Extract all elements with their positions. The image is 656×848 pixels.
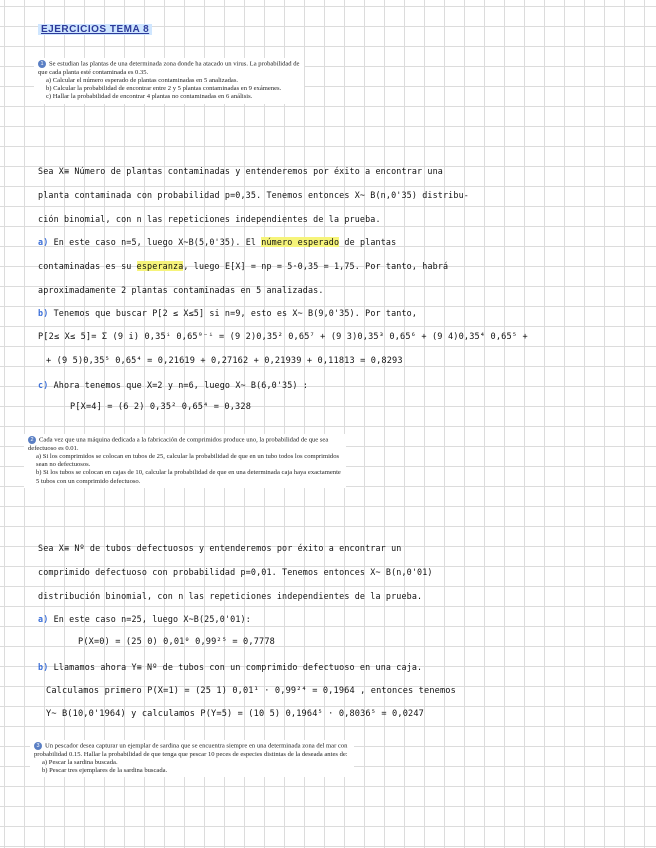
solution-line: distribución binomial, con n las repeticiones independientes de la prueba. (38, 591, 423, 601)
solution-text: Tenemos que buscar P[2 ≤ X≤5] si n=9, esto es X~ B(9,0'35). Por tanto, (53, 308, 418, 318)
exercise-number-badge: 1 (38, 60, 46, 68)
solution-text: En este caso n=5, luego X~B(5,0'35). El (53, 237, 257, 247)
exercise-text: Cada vez que una máquina dedicada a la fabricación de comprimidos produce uno, la probabilidad de que sea defectuoso es 0.01. (28, 436, 329, 452)
solution-line (38, 261, 448, 272)
formula-line: + (9 5)0,35⁵ 0,65⁴ = 0,21619 + 0,27162 + 0,21939 + 0,11813 = 0,8293 (46, 356, 403, 366)
solution-line: ción binomial, con n las repeticiones independientes de la prueba. (38, 214, 381, 224)
exercise-3-statement (30, 740, 354, 777)
exercise-item-c: c) Hallar la probabilidad de encontrar 4 plantas no contaminadas en 6 análisis. (46, 93, 253, 101)
exercise-item-b: b) Calcular la probabilidad de encontrar entre 2 y 5 plantas contaminadas en 9 exámenes. (46, 85, 282, 93)
part-label: c) (38, 380, 49, 390)
solution-line: Sea X≡ Número de plantas contaminadas y entenderemos por éxito a encontrar una (38, 166, 443, 176)
solution-text: En este caso n=25, luego X~B(25,0'01): (53, 614, 251, 624)
solution-line: comprimido defectuoso con probabilidad p=0,01. Tenemos entonces X~ B(n,0'01) (38, 567, 433, 577)
solution-text: , luego E[X] = np = 5·0,35 = 1,75. Por tanto, habrá (183, 261, 449, 271)
solution-text: Ahora tenemos que X=2 y n=6, luego X~ B(6,0'35) : (53, 380, 309, 390)
exercise-text: Se estudian las plantas de una determinada zona donde ha atacado un virus. La probabilidad de que cada planta esté contaminada es 0.35. (38, 60, 300, 76)
part-label: b) (38, 662, 49, 672)
solution-text: de plantas (344, 237, 397, 247)
exercise-number-badge: 3 (34, 742, 42, 750)
formula-line: P(X=0) = (25 0) 0,01⁰ 0,99²⁵ = 0,7778 (78, 637, 275, 647)
part-label: a) (38, 237, 49, 247)
formula-line: P[X=4] = (6 2) 0,35² 0,65⁴ = 0,328 (70, 402, 252, 412)
exercise-2-statement (24, 434, 346, 488)
formula-line: Calculamos primero P(X=1) = (25 1) 0,01¹ · 0,99²⁴ = 0,1964 , entonces tenemos (46, 686, 456, 696)
exercise-text: Un pescador desea capturar un ejemplar de sardina que se encuentra siempre en una determinada zona del mar con probabilidad 0.15. Hallar la probabilidad de que tenga que pescar 10 peces de especies distintas de la deseada antes de: (34, 742, 348, 758)
solution-part-c (38, 380, 308, 391)
exercise-number-badge: 2 (28, 436, 36, 444)
exercise-item-a: a) Pescar la sardina buscada. (42, 758, 118, 766)
formula-line: Y~ B(10,0'1964) y calculamos P(Y=5) = (10 5) 0,1964⁵ · 0,8036⁵ = 0,0247 (46, 709, 424, 719)
exercise-item-a: a) Si los comprimidos se colocan en tubos de 25, calcular la probabilidad de que en un tubo todos los comprimidos sean no defectuosos. (36, 452, 340, 469)
solution-part-a (38, 237, 396, 248)
part-label: b) (38, 308, 49, 318)
solution-part-b (38, 662, 422, 673)
exercise-item-b: b) Pescar tres ejemplares de la sardina buscada. (42, 767, 168, 775)
solution-line: aproximadamente 2 plantas contaminadas en 5 analizadas. (38, 285, 324, 295)
solution-text: contaminadas es su (38, 261, 132, 271)
page-title: EJERCICIOS TEMA 8 (38, 24, 152, 35)
exercise-1-statement (34, 58, 304, 104)
highlighted-text: número esperado (261, 237, 340, 247)
highlighted-text: esperanza (136, 261, 184, 271)
part-label: a) (38, 614, 49, 624)
solution-text: Llamamos ahora Y≡ Nº de tubos con un comprimido defectuoso en una caja. (53, 662, 423, 672)
solution-part-b (38, 308, 417, 319)
exercise-item-b: b) Si los tubos se colocan en cajas de 10, calcular la probabilidad de que en una determinada caja haya exactamente 5 tubos con un comprimido defectuoso. (36, 469, 341, 485)
exercise-item-a: a) Calcular el número esperado de plantas contaminadas en 5 analizadas. (46, 76, 239, 84)
solution-line: planta contaminada con probabilidad p=0,35. Tenemos entonces X~ B(n,0'35) distribu- (38, 190, 469, 200)
formula-line: P[2≤ X≤ 5]= Σ (9 i) 0,35ⁱ 0,65⁹⁻ⁱ = (9 2)0,35² 0,65⁷ + (9 3)0,35³ 0,65⁶ + (9 4)0,35⁴ 0,65⁵ + (38, 332, 528, 342)
solution-line: Sea X≡ Nº de tubos defectuosos y entenderemos por éxito a encontrar un (38, 543, 402, 553)
solution-part-a (38, 614, 251, 625)
